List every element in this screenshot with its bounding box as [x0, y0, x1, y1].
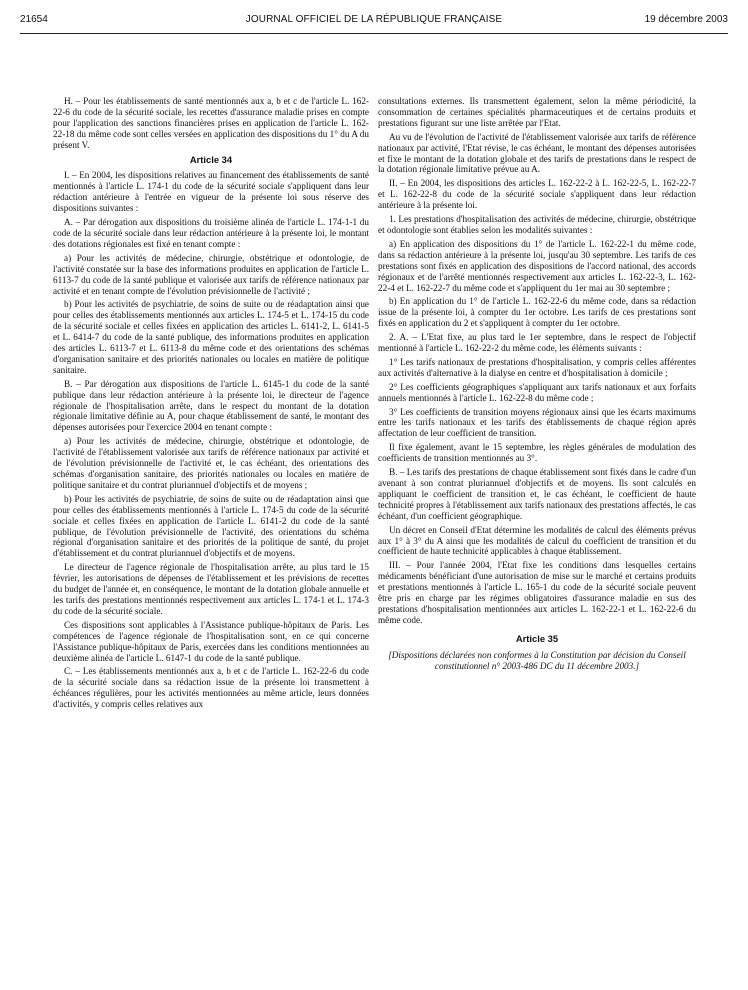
paragraph-b-b: b) Pour les activités de psychiatrie, de soins de suite ou de réadaptation ainsi que pour celles des établissements mentionnés à l'article L. 174-5 du code de la sécurité sociale et celles fixées en application de l'article L. 6141-2 du code de la santé publique, de l'évolution prévisionnelle de l'activité, des orientations du schéma régional d'organisation sanitaire et des priorités de la politique de santé, du projet d'établissement et du contrat pluriannuel d'objectifs et de moyens.: [53, 493, 369, 559]
paragraph-ces-dispositions: Ces dispositions sont applicables à l'Assistance publique-hôpitaux de Paris. Les compétences de l'agence régionale de l'hospitalisation sont, en ce qui concerne l'Assistance publique-hôpitaux de Paris, exercées dans les conditions mentionnées au deuxième alinéa de l'article L. 6147-1 du code de la santé publique.: [53, 619, 369, 663]
paragraph-2-3: 3° Les coefficients de transition moyens régionaux ainsi que les écarts maximums entre les tarifs nationaux et les tarifs des établissements de chaque région après affectation de leur coefficient de transition.: [378, 406, 696, 439]
paragraph-directeur: Le directeur de l'agence régionale de l'hospitalisation arrête, au plus tard le 15 février, les autorisations de dépenses de l'établissement et les prévisions de recettes du budget de l'année et, en conséquence, le montant de la dotation globale annuelle et les tarifs des prestations mentionnés respectivement aux articles L. 174-1 et L. 174-3 du code de la sécurité sociale.: [53, 562, 369, 616]
left-column: [53, 96, 369, 713]
paragraph-1: 1. Les prestations d'hospitalisation des activités de médecine, chirurgie, obstétrique et odontologie sont établies selon les modalités suivantes :: [378, 214, 696, 235]
paragraph-a: A. – Par dérogation aux dispositions du troisième alinéa de l'article L. 174-1-1 du code de la sécurité sociale dans leur rédaction antérieure à la présente loi, le montant des dotations régionales est fixé en tenant compte :: [53, 217, 369, 249]
paragraph-iii: III. – Pour l'année 2004, l'Etat fixe les conditions dans lesquelles certains médicaments bénéficiant d'une autorisation de mise sur le marché et certains produits et prestations mentionnés à l'article L. 165-1 du code de la sécurité sociale peuvent être pris en charge par les régimes obligatoires d'assurance maladie en sus des prestations d'hospitalisation mentionnées aux articles L. 162-22-1 et L. 162-22-6 du même code.: [378, 560, 696, 625]
paragraph-i: I. – En 2004, les dispositions relatives au financement des établissements de santé mentionnés à l'article L. 174-1 du code de la sécurité sociale s'appliquent dans leur rédaction antérieure à l'entrée en vigueur de la présente loi sous réserve des dispositions suivantes :: [53, 170, 369, 214]
paragraph-au-vu: Au vu de l'évolution de l'activité de l'établissement valorisée aux tarifs de référence nationaux par activité, l'Etat révise, le cas échéant, le montant des dépenses autorisées et fixe le montant de la dotation globale et des tarifs de prestations dans le respect de la dotation régionale limitative prévue au A.: [378, 131, 696, 175]
paragraph-decret: Un décret en Conseil d'Etat détermine les modalités de calcul des éléments prévus aux 1° à 3° du A ainsi que les modalités de calcul du coefficient de transition et du coefficient de haute technicité applicables à chaque établissement.: [378, 524, 696, 557]
paragraph-1-a: a) En application des dispositions du 1° de l'article L. 162-22-1 du même code, dans sa rédaction antérieure à la présente loi, jusqu'au 30 septembre. Les tarifs de ces prestations sont fixés en application des dispositions de l'accord national, des accords régionaux et de l'arrêté mentionnés respectivement aux articles L. 162-22-3, L. 162-22-4 et L. 162-22-7 du même code et s'appliquent du 1er mai au 30 septembre ;: [378, 238, 696, 293]
paragraph-a-b: b) Pour les activités de psychiatrie, de soins de suite ou de réadaptation ainsi que pour celles des établissements mentionnés aux articles L. 174-5 et L. 174-15 du code de la sécurité sociale et celles fixées en application des articles L. 6141-2, L. 6141-5 et L. 6414-7 du code de la santé publique, des informations produites en application des articles L. 6113-7 et L. 6113-8 du même code et des orientations des schémas d'organisation sanitaire et des priorités nationales ou locales en matière de politique sanitaire.: [53, 299, 369, 375]
paragraph-a-a: a) Pour les activités de médecine, chirurgie, obstétrique et odontologie, de l'activité constatée sur la base des informations produites en application de l'article L. 6113-7 du code de la santé publique et valorisée aux tarifs de référence nationaux par activité et en tenant compte de l'évolution prévisionnelle de l'activité ;: [53, 252, 369, 296]
article-34-heading: Article 34: [189, 153, 233, 165]
paragraph-b-a: a) Pour les activités de médecine, chirurgie, obstétrique et odontologie, de l'activité de l'établissement valorisée aux tarifs de référence nationaux par activité et de l'évolution prévisionnelle de l'activité et, le cas échéant, des orientations des schémas d'organisation sanitaire, des priorités nationales ou locales en matière de politique sanitaire et du contrat pluriannuel d'objectifs et de moyens ;: [53, 436, 369, 490]
paragraph-ii: II. – En 2004, les dispositions des articles L. 162-22-2 à L. 162-22-5, L. 162-22-7 et L. 162-22-8 du code de la sécurité sociale s'appliquent dans leur rédaction antérieure à la présente loi.: [378, 178, 696, 211]
paragraph-c: C. – Les établissements mentionnés aux a, b et c de l'article L. 162-22-6 du code de la sécurité sociale dans sa rédaction issue de la présente loi transmettent à échéances régulières, pour les activités mentionnées au même article, leurs données d'activités, y compris celles relatives aux: [53, 666, 369, 710]
paragraph-continuation: consultations externes. Ils transmettent également, selon la même périodicité, la consommation de certaines spécialités pharmaceutiques et de certains produits et prestations figurant sur une liste arrêtée par l'Etat.: [378, 96, 696, 128]
header-rule: [20, 33, 728, 34]
article-35-heading: Article 35: [515, 632, 559, 644]
paragraph-2-2: 2° Les coefficients géographiques s'appliquant aux tarifs nationaux et aux forfaits annuels mentionnés à l'article L. 162-22-8 du même code ;: [378, 381, 696, 403]
page-header: [20, 10, 728, 30]
publication-date: 19 décembre 2003: [644, 14, 728, 25]
journal-title: JOURNAL OFFICIEL DE LA RÉPUBLIQUE FRANÇAISE: [245, 14, 503, 25]
paragraph-2-1: 1° Les tarifs nationaux de prestations d'hospitalisation, y compris celles afférentes aux activités d'alternative à la dialyse en centre et d'hospitalisation à domicile ;: [378, 356, 696, 378]
right-column: [378, 96, 696, 675]
paragraph-il-fixe: Il fixe également, avant le 15 septembre, les règles générales de modulation des coefficients de transition mentionnés au 3°.: [378, 442, 696, 464]
page-number: 21654: [20, 14, 48, 25]
paragraph-h: H. – Pour les établissements de santé mentionnés aux a, b et c de l'article L. 162-22-6 du code de la sécurité sociale, les recettes d'assurance maladie prises en compte pour l'application des sanctions financières prises en application de l'article L. 162-22-18 du même code sont celles versées en application des dispositions du 1° du A du présent V.: [53, 96, 369, 150]
paragraph-b: B. – Par dérogation aux dispositions de l'article L. 6145-1 du code de la santé publique dans leur rédaction antérieure à la présente loi, le directeur de l'agence régionale de l'hospitalisation arrête, dans le respect du montant de la dotation régionale limitative définie au A, pour chaque établissement de santé, le montant des dépenses autorisées pour l'exercice 2004 en tenant compte :: [53, 378, 369, 433]
paragraph-b2: B. – Les tarifs des prestations de chaque établissement sont fixés dans le cadre d'un avenant à son contrat pluriannuel d'objectifs et de moyens. Ils sont calculés en appliquant le coefficient de transition et, le cas échéant, le coefficient de haute technicité propres à l'établissement aux tarifs nationaux des prestations affectés, le cas échéant, d'un coefficient géographique.: [378, 467, 696, 521]
paragraph-2: 2. A. – L'Etat fixe, au plus tard le 1er septembre, dans le respect de l'objectif mentionné à l'article L. 162-22-2 du même code, les éléments suivants :: [378, 332, 696, 354]
paragraph-1-b: b) En application du 1° de l'article L. 162-22-6 du même code, dans sa rédaction issue de la présente loi, à compter du 1er octobre. Les tarifs de ces prestations sont fixés en application du 2 et s'appliquent à compter du 1er octobre.: [378, 296, 696, 329]
article-35-text: [Dispositions déclarées non conformes à la Constitution par décision du Conseil constitutionnel n° 2003-486 DC du 11 décembre 2003.]: [388, 649, 686, 671]
